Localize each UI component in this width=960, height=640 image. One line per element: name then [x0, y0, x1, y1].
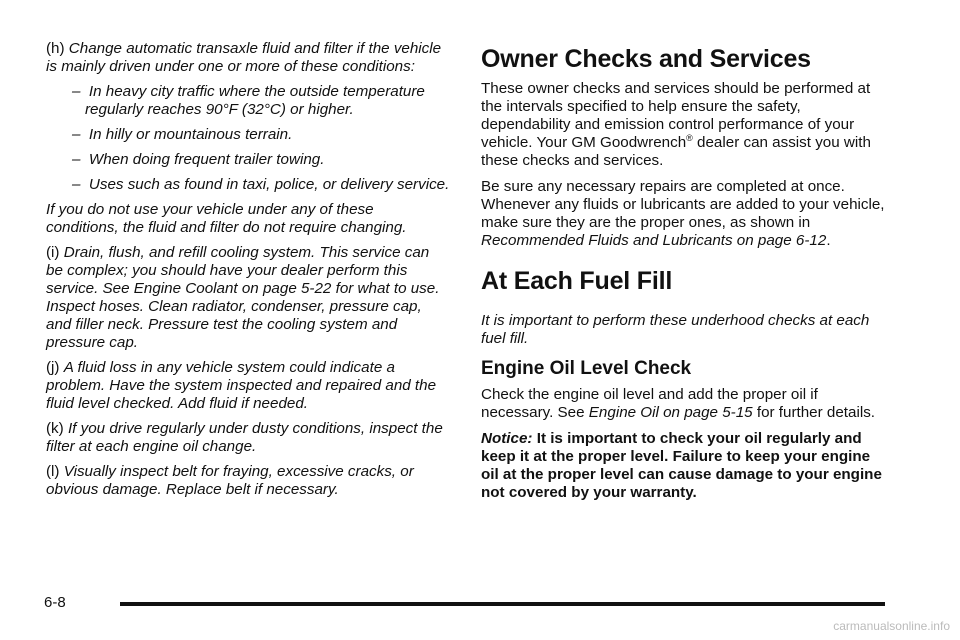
item-i: [46, 244, 450, 352]
notice-paragraph: [481, 430, 887, 502]
item-j-text: A fluid loss in any vehicle system could indicate a problem. Have the system inspected and repaired and the fluid level checked. Add fluid if needed.: [46, 359, 437, 412]
heading-owner-checks: Owner Checks and Services: [481, 45, 811, 73]
item-j-label: (j): [46, 359, 60, 376]
notice-text: It is important to check your oil regularly and keep it at the proper level. Failure to keep your engine oil at the proper level can cause damage to your engine not covered by your warranty.: [481, 430, 882, 501]
bullet-hilly-terrain: – In hilly or mountainous terrain.: [72, 126, 293, 143]
bullet-trailer-towing: – When doing frequent trailer towing.: [72, 151, 325, 168]
item-h: [46, 40, 450, 76]
oil-check-paragraph: [481, 386, 887, 422]
bullet-text: In hilly or mountainous terrain.: [88, 126, 293, 143]
item-j: [46, 359, 450, 413]
page-number: 6-8: [44, 594, 66, 611]
link-engine-oil[interactable]: Engine Oil on page 5-15: [588, 404, 753, 421]
oil-text: Check the engine oil level and add the proper oil if necessary. See: [481, 386, 818, 421]
bullet-text: When doing frequent trailer towing.: [88, 151, 325, 168]
owner-p2-text: Be sure any necessary repairs are completed at once. Whenever any fluids or lubricants are added to your vehicle, make sure they are the proper ones, as shown in: [481, 178, 885, 231]
bullet-taxi-police: – Uses such as found in taxi, police, or delivery service.: [72, 176, 450, 193]
item-k-text: If you drive regularly under dusty conditions, inspect the filter at each engine oil change.: [46, 420, 443, 455]
heading-engine-oil-check: Engine Oil Level Check: [481, 358, 692, 379]
right-column: [481, 40, 887, 510]
notice-label: Notice:: [481, 430, 533, 447]
item-l-label: (l): [46, 463, 60, 480]
bullet-heavy-traffic: – In heavy city traffic where the outside temperature regularly reaches 90°F (32°C) or higher.: [72, 83, 425, 118]
bullet-text: In heavy city traffic where the outside temperature regularly reaches 90°F (32°C) or higher.: [85, 83, 425, 118]
link-recommended-fluids[interactable]: Recommended Fluids and Lubricants on page 6-12: [481, 232, 827, 249]
owner-p2-end: .: [826, 232, 831, 249]
owner-paragraph-1: [481, 80, 887, 170]
owner-p1-text-cont: dealer can assist you with these checks and services.: [481, 134, 871, 169]
heading-fuel-fill: At Each Fuel Fill: [481, 267, 673, 295]
fuel-fill-intro: It is important to perform these underhood checks at each fuel fill.: [481, 312, 870, 347]
item-h-note: If you do not use your vehicle under any of these conditions, the fluid and filter do not require changing.: [46, 201, 407, 236]
item-l: [46, 463, 450, 499]
oil-text-cont: for further details.: [756, 404, 876, 421]
item-k-label: (k): [46, 420, 64, 437]
item-h-label: (h): [46, 40, 65, 57]
item-k: [46, 420, 450, 456]
item-l-text: Visually inspect belt for fraying, excessive cracks, or obvious damage. Replace belt if necessary.: [46, 463, 414, 498]
item-h-text: Change automatic transaxle fluid and filter if the vehicle is mainly driven under one or more of these conditions:: [46, 40, 442, 75]
registered-mark: ®: [686, 133, 693, 143]
footer-rule: [120, 602, 885, 606]
item-i-text: Drain, flush, and refill cooling system. This service can be complex; you should have your dealer perform this service. See Engine Coolant on page 5-22 for what to use. Inspect hoses. Clean radiator, condenser, pressure cap, and filler neck. Pressure test the cooling system and pressure cap.: [46, 244, 440, 351]
item-i-label: (i): [46, 244, 60, 261]
bullet-text: Uses such as found in taxi, police, or delivery service.: [88, 176, 450, 193]
watermark: carmanualsonline.info: [833, 619, 950, 633]
owner-paragraph-2: [481, 178, 887, 250]
owner-p1-text: These owner checks and services should be performed at the intervals specified to help ensure the safety, dependability and emission control performance of your vehicle. Your GM Goodwrench: [481, 80, 871, 151]
left-column: [46, 40, 450, 506]
